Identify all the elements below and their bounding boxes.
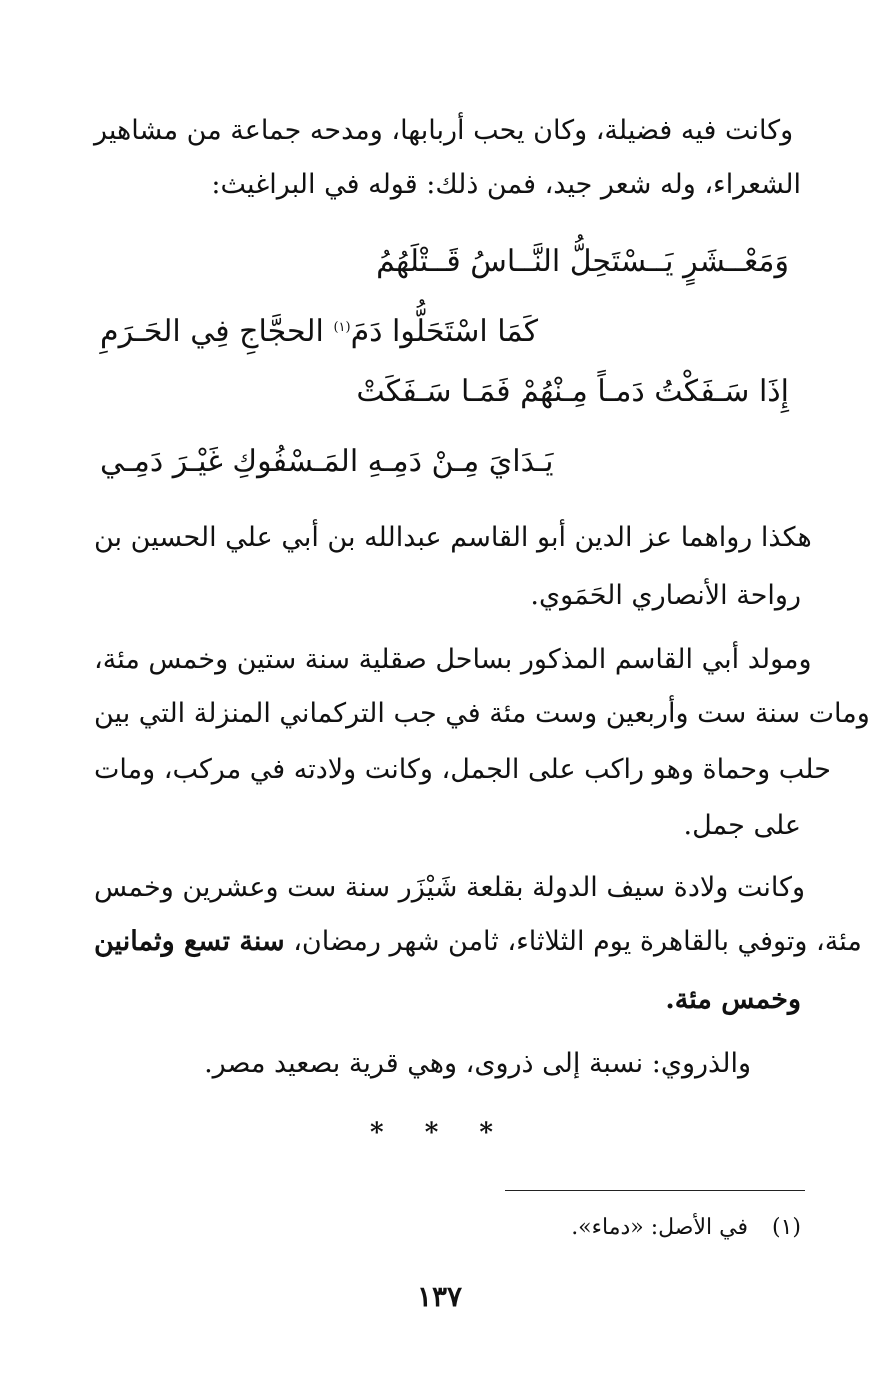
paragraph-2-line-2: رواحة الأنصاري الحَمَوي. [530,580,801,611]
paragraph-3-line-1: ومولد أبي القاسم المذكور بساحل صقلية سنة ستين وخمس مئة، [94,644,812,675]
paragraph-2-line-1: هكذا رواهما عز الدين أبو القاسم عبدالله بن أبي علي الحسين بن [94,522,812,553]
footnote-marker: (١) [333,320,351,335]
paragraph-3-line-4: على جمل. [683,810,801,841]
paragraph-5-line-1: والذروي: نسبة إلى ذروى، وهي قرية بصعيد مصر. [204,1048,751,1079]
paragraph-4-line-1: وكانت ولادة سيف الدولة بقلعة شَيْزَر سنة ست وعشرين وخمس [94,872,806,903]
paragraph-1-line-2: الشعراء، وله شعر جيد، فمن ذلك: قوله في البراغيث: [211,169,801,200]
paragraph-3-line-3: حلب وحماة وهو راكب على الجمل، وكانت ولادته في مركب، ومات [94,754,831,785]
paragraph-1-line-1: وكانت فيه فضيلة، وكان يحب أربابها، ومدحه جماعة من مشاهير [94,115,794,146]
verse-1-second-hemistich [100,310,538,354]
footnote-number: (١) [771,1215,801,1240]
paragraph-3-line-2: ومات سنة ست وأربعين وست مئة في جب التركماني المنزلة التي بين [94,698,870,729]
paragraph-4-line-2 [94,922,862,962]
verse-1-second-hemistich-part-1: كَمَا اسْتَحَلُّوا دَمَ [350,314,539,349]
verse-2-second-hemistich: يَـدَايَ مِـنْ دَمِـهِ المَـسْفُوكِ غَيْـرَ دَمِـي [100,444,554,479]
verse-1-second-hemistich-part-2: الحجَّاجِ فِي الحَـرَمِ [100,314,334,349]
section-separator: * * * [370,1118,509,1148]
verse-1-first-hemistich: وَمَعْــشَرٍ يَــسْتَحِلُّ النَّــاسُ قَــتْلَهُمُ [376,244,789,279]
verse-2-first-hemistich: إِذَا سَـفَكْتُ دَمـاً مِـنْهُمْ فَمَـا سَـفَكَتْ [356,374,789,409]
paragraph-4-line-2-bold: سنة تسع وثمانين [94,926,285,957]
footnote-divider [505,1190,805,1191]
page-number: ١٣٧ [416,1280,463,1313]
paragraph-4-line-3: وخمس مئة. [665,984,801,1015]
footnote-text: في الأصل: «دماء». [571,1215,748,1240]
paragraph-4-line-2-normal: مئة، وتوفي بالقاهرة يوم الثلاثاء، ثامن شهر رمضان، [284,926,862,957]
footnote [571,1212,801,1244]
